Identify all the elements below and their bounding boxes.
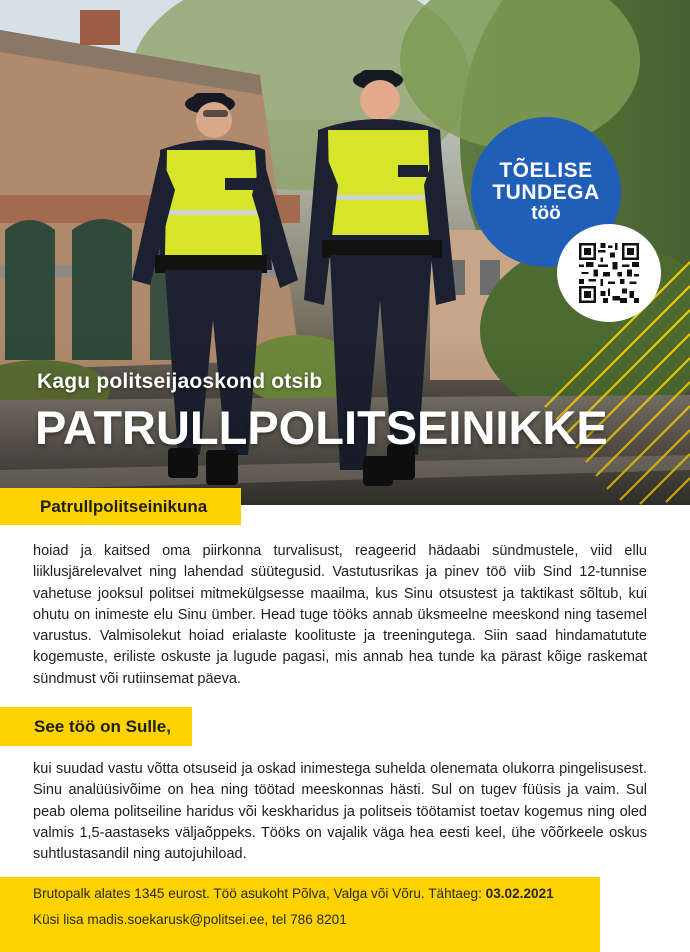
contact-line[interactable]: Küsi lisa madis.soekarusk@politsei.ee, tel 786 8201	[33, 912, 347, 927]
slogan-line-1: TÕELISE	[499, 158, 593, 182]
section-label-duties: Patrullpolitseinikuna	[0, 488, 241, 525]
footer-info-bar	[0, 877, 600, 952]
section-label-requirements: See töö on Sulle,	[0, 707, 192, 746]
qr-code-icon[interactable]	[579, 243, 639, 303]
hero-title: PATRULLPOLITSEINIKKE	[35, 401, 608, 454]
deadline-date: 03.02.2021	[485, 886, 554, 901]
slogan-line-3: töö	[531, 203, 561, 225]
salary-location-line	[33, 886, 554, 901]
salary-location-text: Brutopalk alates 1345 eurost. Töö asukoht Põlva, Valga või Võru. Tähtaeg:	[33, 886, 486, 901]
hero-subtitle: Kagu politseijaoskond otsib	[37, 370, 323, 393]
duties-paragraph: hoiad ja kaitsed oma piirkonna turvalisust, reageerid hädaabi sündmustele, viid ellu liiklusjärelevalvet ning lahendad süütegusid. Vastutusrikas ja pinev töö viib Sind 12-tunnise vahetuse jooksul politsei mitmekülgsesse maailma, kus Sinu otsustest ja taktikast sõltub, kui ohutu on inimeste elu Sinu ümber. Head tuge tööks annab üksmeelne meeskond ning tasemel varustus. Valmisolekut hoiad erialaste koolituste ja treeningutega. Siin saad hindamatutute kogemuste, eriliste oskuste ja lugude pagasi, mis annab hea tunde ka pärast kõige raskemat sündmust või rutiinsemat päeva.	[33, 543, 647, 687]
requirements-paragraph: kui suudad vastu võtta otsuseid ja oskad inimestega suhelda olenemata olukorra pingelisusest. Sinu analüüsivõime on hea ning töötad meeskonnas hästi. Sul on tugev füüsis ja vaim. Sul peab olema politseiline haridus või keskharidus ja politseis töötamist toetav kogemus ning oled valmis 1,5-aastaseks väljaõppeks. Tööks on vajalik väga hea eesti keel, ühe võõrkeele oskus suhtlustasandil ning autojuhiload.	[33, 761, 647, 863]
slogan-line-2: TUNDEGA	[492, 181, 600, 205]
qr-badge[interactable]	[557, 224, 661, 322]
